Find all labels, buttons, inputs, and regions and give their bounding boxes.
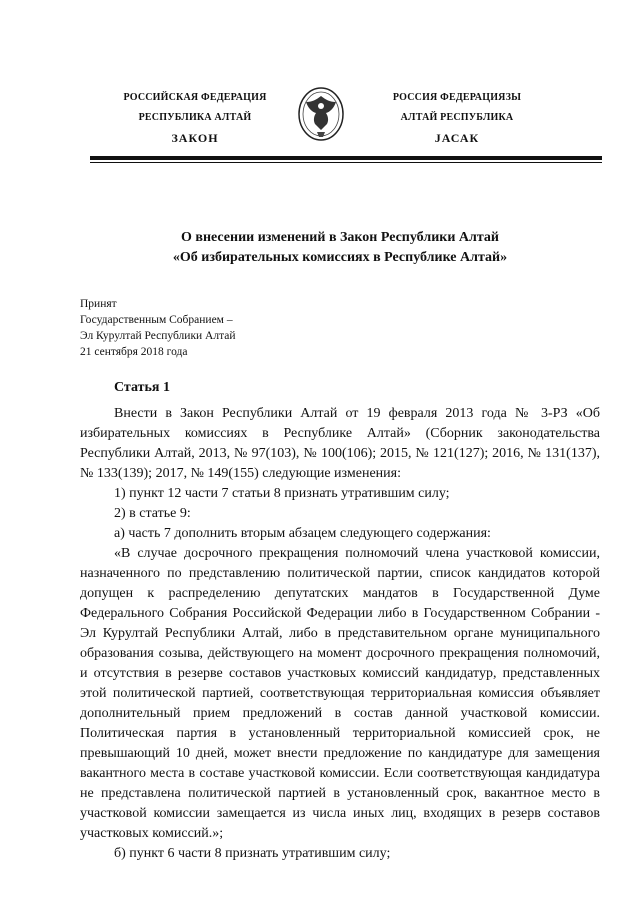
title-line-2: «Об избирательных комиссиях в Республике Алтай» xyxy=(172,250,508,265)
document-header xyxy=(0,88,640,158)
adoption-line-2: Государственным Собранием – xyxy=(80,314,233,326)
adoption-block xyxy=(80,296,380,360)
header-left-line-2: РЕСПУБЛИКА АЛТАЙ xyxy=(138,112,252,123)
paragraph: 2) в статье 9: xyxy=(114,506,191,521)
adoption-line-1: Принят xyxy=(80,298,117,310)
document-title xyxy=(80,228,600,268)
header-right-line-2: АЛТАЙ РЕСПУБЛИКА xyxy=(400,112,514,123)
paragraph: «В случае досрочного прекращения полномочий члена участковой комиссии, назначенного по представлению политической партии, список кандидатов которой допущен к распределению депутатских мандатов в Государственной Думе Федерального Собрания Российской Федерации либо в Государственном Собрании - Эл Курултай Республики Алтай, либо в представительном органе муниципального образования созыва, действующего на момент досрочного прекращения полномочий, и отсутствия в резерве составов участковых комиссий кандидатур, представленных этой политической партией, соответствующая территориальная комиссия объявляет дополнительный прием предложений в состав данной участковой комиссии. Политическая партия в установленный территориальной комиссией срок, не превышающий 10 дней, может внести предложение по кандидатуре для замещения вакантного места в составе участковой комиссии. Если соответствующая кандидатура не представлена политической партией в установленный срок, вакантное место в участковой комиссии замещается из числа иных лиц, входящих в резерв составов участковых комиссий.»; xyxy=(80,546,600,841)
header-left-doc-type: ЗАКОН xyxy=(171,131,219,145)
coat-of-arms-emblem xyxy=(294,82,348,144)
header-right xyxy=(352,88,562,148)
adoption-line-3: Эл Курултай Республики Алтай xyxy=(80,330,236,342)
header-rule-thin xyxy=(90,162,602,163)
header-rule-thick xyxy=(90,156,602,160)
document-body xyxy=(80,378,600,864)
header-left xyxy=(90,88,300,148)
header-left-line-1: РОССИЙСКАЯ ФЕДЕРАЦИЯ xyxy=(123,92,267,103)
header-right-doc-type: JАСАК xyxy=(434,131,480,145)
title-line-1: О внесении изменений в Закон Республики Алтай xyxy=(181,230,499,245)
article-heading: Статья 1 xyxy=(114,380,170,395)
paragraph: 1) пункт 12 части 7 статьи 8 признать утратившим силу; xyxy=(114,486,450,501)
header-right-line-1: РОССИЯ ФЕДЕРАЦИЯЗЫ xyxy=(392,92,522,103)
paragraph: а) часть 7 дополнить вторым абзацем следующего содержания: xyxy=(114,526,491,541)
paragraph: Внести в Закон Республики Алтай от 19 февраля 2013 года № 3-РЗ «Об избирательных комиссиях в Республике Алтай» (Сборник законодательства Республики Алтай, 2013, № 97(103), № 100(106); 2015, № 121(127); 2016, № 131(137), № 133(139); 2017, № 149(155) следующие изменения: xyxy=(80,406,600,481)
paragraph: б) пункт 6 части 8 признать утратившим силу; xyxy=(114,846,391,861)
adoption-date: 21 сентября 2018 года xyxy=(80,346,188,358)
